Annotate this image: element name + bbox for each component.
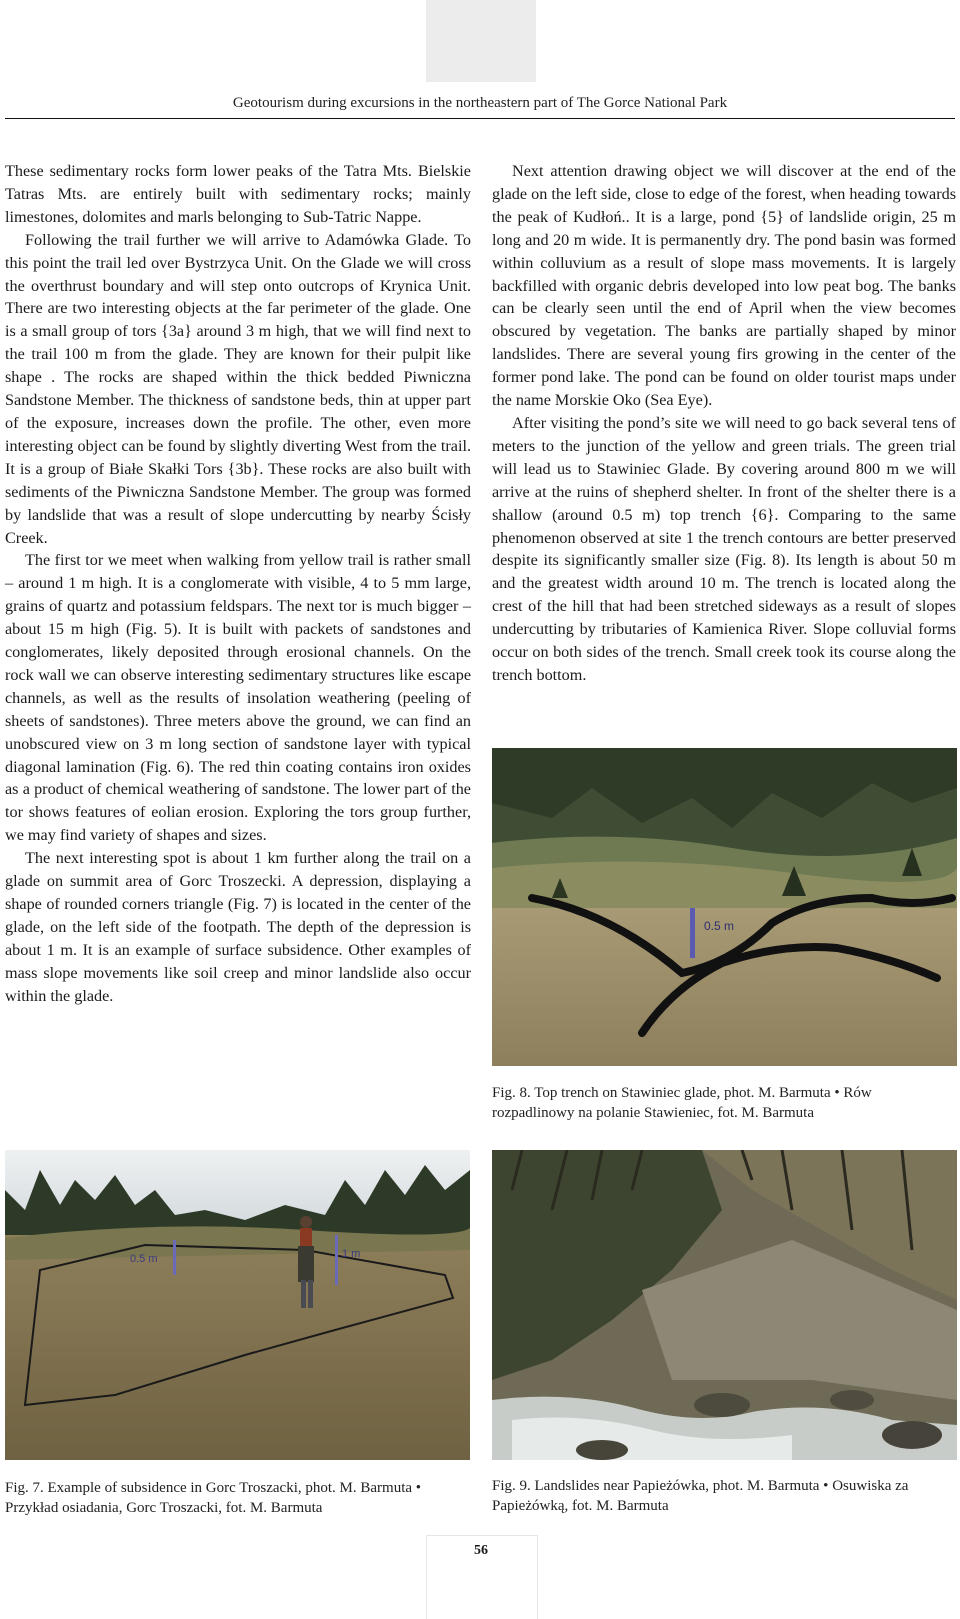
paragraph: The next interesting spot is about 1 km further along the trail on a glade on summit area of Gorc Troszecki. A depression, displaying a shape of rounded corners triangle (Fig. 7) is located in the center of the glade, on the left side of the footpath. The depth of the depression is about 1 m. It is an example of surface subsidence. Other examples of mass slope movements like soil creep and minor landslide also occur within the glade.: [5, 849, 471, 1005]
page-number: 56: [474, 1543, 488, 1558]
right-column: [492, 160, 956, 687]
figure-8-caption: Fig. 8. Top trench on Stawiniec glade, phot. M. Barmuta • Rów rozpadlinowy na polanie Stawieniec, fot. M. Barmuta: [492, 1085, 872, 1121]
fig7-label-depth: 0.5 m: [130, 1253, 158, 1265]
fig7-label-height: 1 m: [342, 1248, 361, 1260]
figure-9-photo: [492, 1150, 957, 1460]
paragraph: These sedimentary rocks form lower peaks of the Tatra Mts. Bielskie Tatras Mts. are entirely built with sedimentary rocks; mainly limestones, dolomites and marls belonging to Sub-Tatric Nappe.: [5, 162, 471, 226]
paragraph: The first tor we meet when walking from yellow trail is rather small – around 1 m high. It is a conglomerate with visible, 4 to 5 mm large, grains of quartz and potassium feldspars. The next tor is much bigger – about 15 m high (Fig. 5). It is built with packets of sandstones and conglomerates, likely deposited through erosional channels. On the rock wall we can observe interesting sedimentary structures like escape channels, as well as the results of insolation weathering (peeling of sheets of sandstones). Three meters above the ground, we can find an unobscured view on 3 m long section of sandstone layer with typical diagonal lamination (Fig. 6). The red thin coating contains iron oxides as a product of chemical weathering of sandstone. The lower part of the tor shows features of eolian erosion. Exploring the tors group further, we may find variety of shapes and sizes.: [5, 551, 471, 845]
left-column: [5, 160, 471, 1008]
figure-9-caption: Fig. 9. Landslides near Papieżówka, phot. M. Barmuta • Osuwiska za Papieżówką, fot. M. Barmuta: [492, 1478, 909, 1514]
top-tab-decoration: [426, 0, 536, 82]
running-header: Geotourism during excursions in the northeastern part of The Gorce National Park: [232, 95, 728, 111]
figure-7-photo: [5, 1150, 470, 1460]
figure-8-photo: [492, 748, 957, 1066]
paragraph: Next attention drawing object we will discover at the end of the glade on the left side, close to edge of the forest, when heading towards the peak of Kudłoń.. It is a large, pond {5} of landslide origin, 25 m long and 20 m wide. It is permanently dry. The pond basin was formed within colluvium as a result of slope mass movements. It is largely backfilled with organic debris developed into low peat bog. The banks can be clearly seen until the end of April when the view becomes obscured by vegetation. The banks are partially shaped by minor landslides. There are several young firs growing in the center of the former pond lake. The pond can be found on older tourist maps under the name Morskie Oko (Sea Eye).: [492, 162, 956, 410]
paragraph: Following the trail further we will arrive to Adamówka Glade. To this point the trail led over Bystrzyca Unit. On the Glade we will cross the overthrust boundary and will step onto outcrops of Krynica Unit. There are two interesting objects at the far perimeter of the glade. One is a small group of tors {3a} around 3 m high, that we will find next to the trail 100 m from the glade. They are known for their pulpit like shape . The rocks are shaped within the thick bedded Piwniczna Sandstone Member. The thickness of sandstone beds, thin at upper part of the exposure, increases down the profile. The other, even more interesting object can be found by slightly diverting West from the trail. It is a group of Białe Skałki Tors {3b}. These rocks are also built with sediments of the Piwniczna Sandstone Member. The group was formed by landslide that was a result of slope undercutting by nearby Ścisły Creek.: [5, 230, 471, 547]
paragraph: After visiting the pond’s site we will need to go back several tens of meters to the junction of the yellow and green trials. The green trial will lead us to Stawiniec Glade. By covering around 800 m we will arrive at the ruins of shepherd shelter. In front of the shelter there is a shallow (around 0.5 m) top trench {6}. Comparing to the same phenomenon observed at site 1 the trench contours are better preserved despite its significantly smaller size (Fig. 8). Its length is about 50 m and the greatest width around 10 m. The trench is located along the crest of the hill that had been stretched sideways as a result of slopes undercutting by tributaries of Kamienica River. Slope colluvial forms occur on both sides of the trench. Small creek took its course along the trench bottom.: [492, 413, 956, 684]
header-rule: [5, 118, 955, 119]
fig8-scale-label: 0.5 m: [704, 919, 735, 933]
figure-7-caption: Fig. 7. Example of subsidence in Gorc Troszacki, phot. M. Barmuta • Przykład osiadania, Gorc Troszacki, fot. M. Barmuta: [5, 1480, 422, 1516]
